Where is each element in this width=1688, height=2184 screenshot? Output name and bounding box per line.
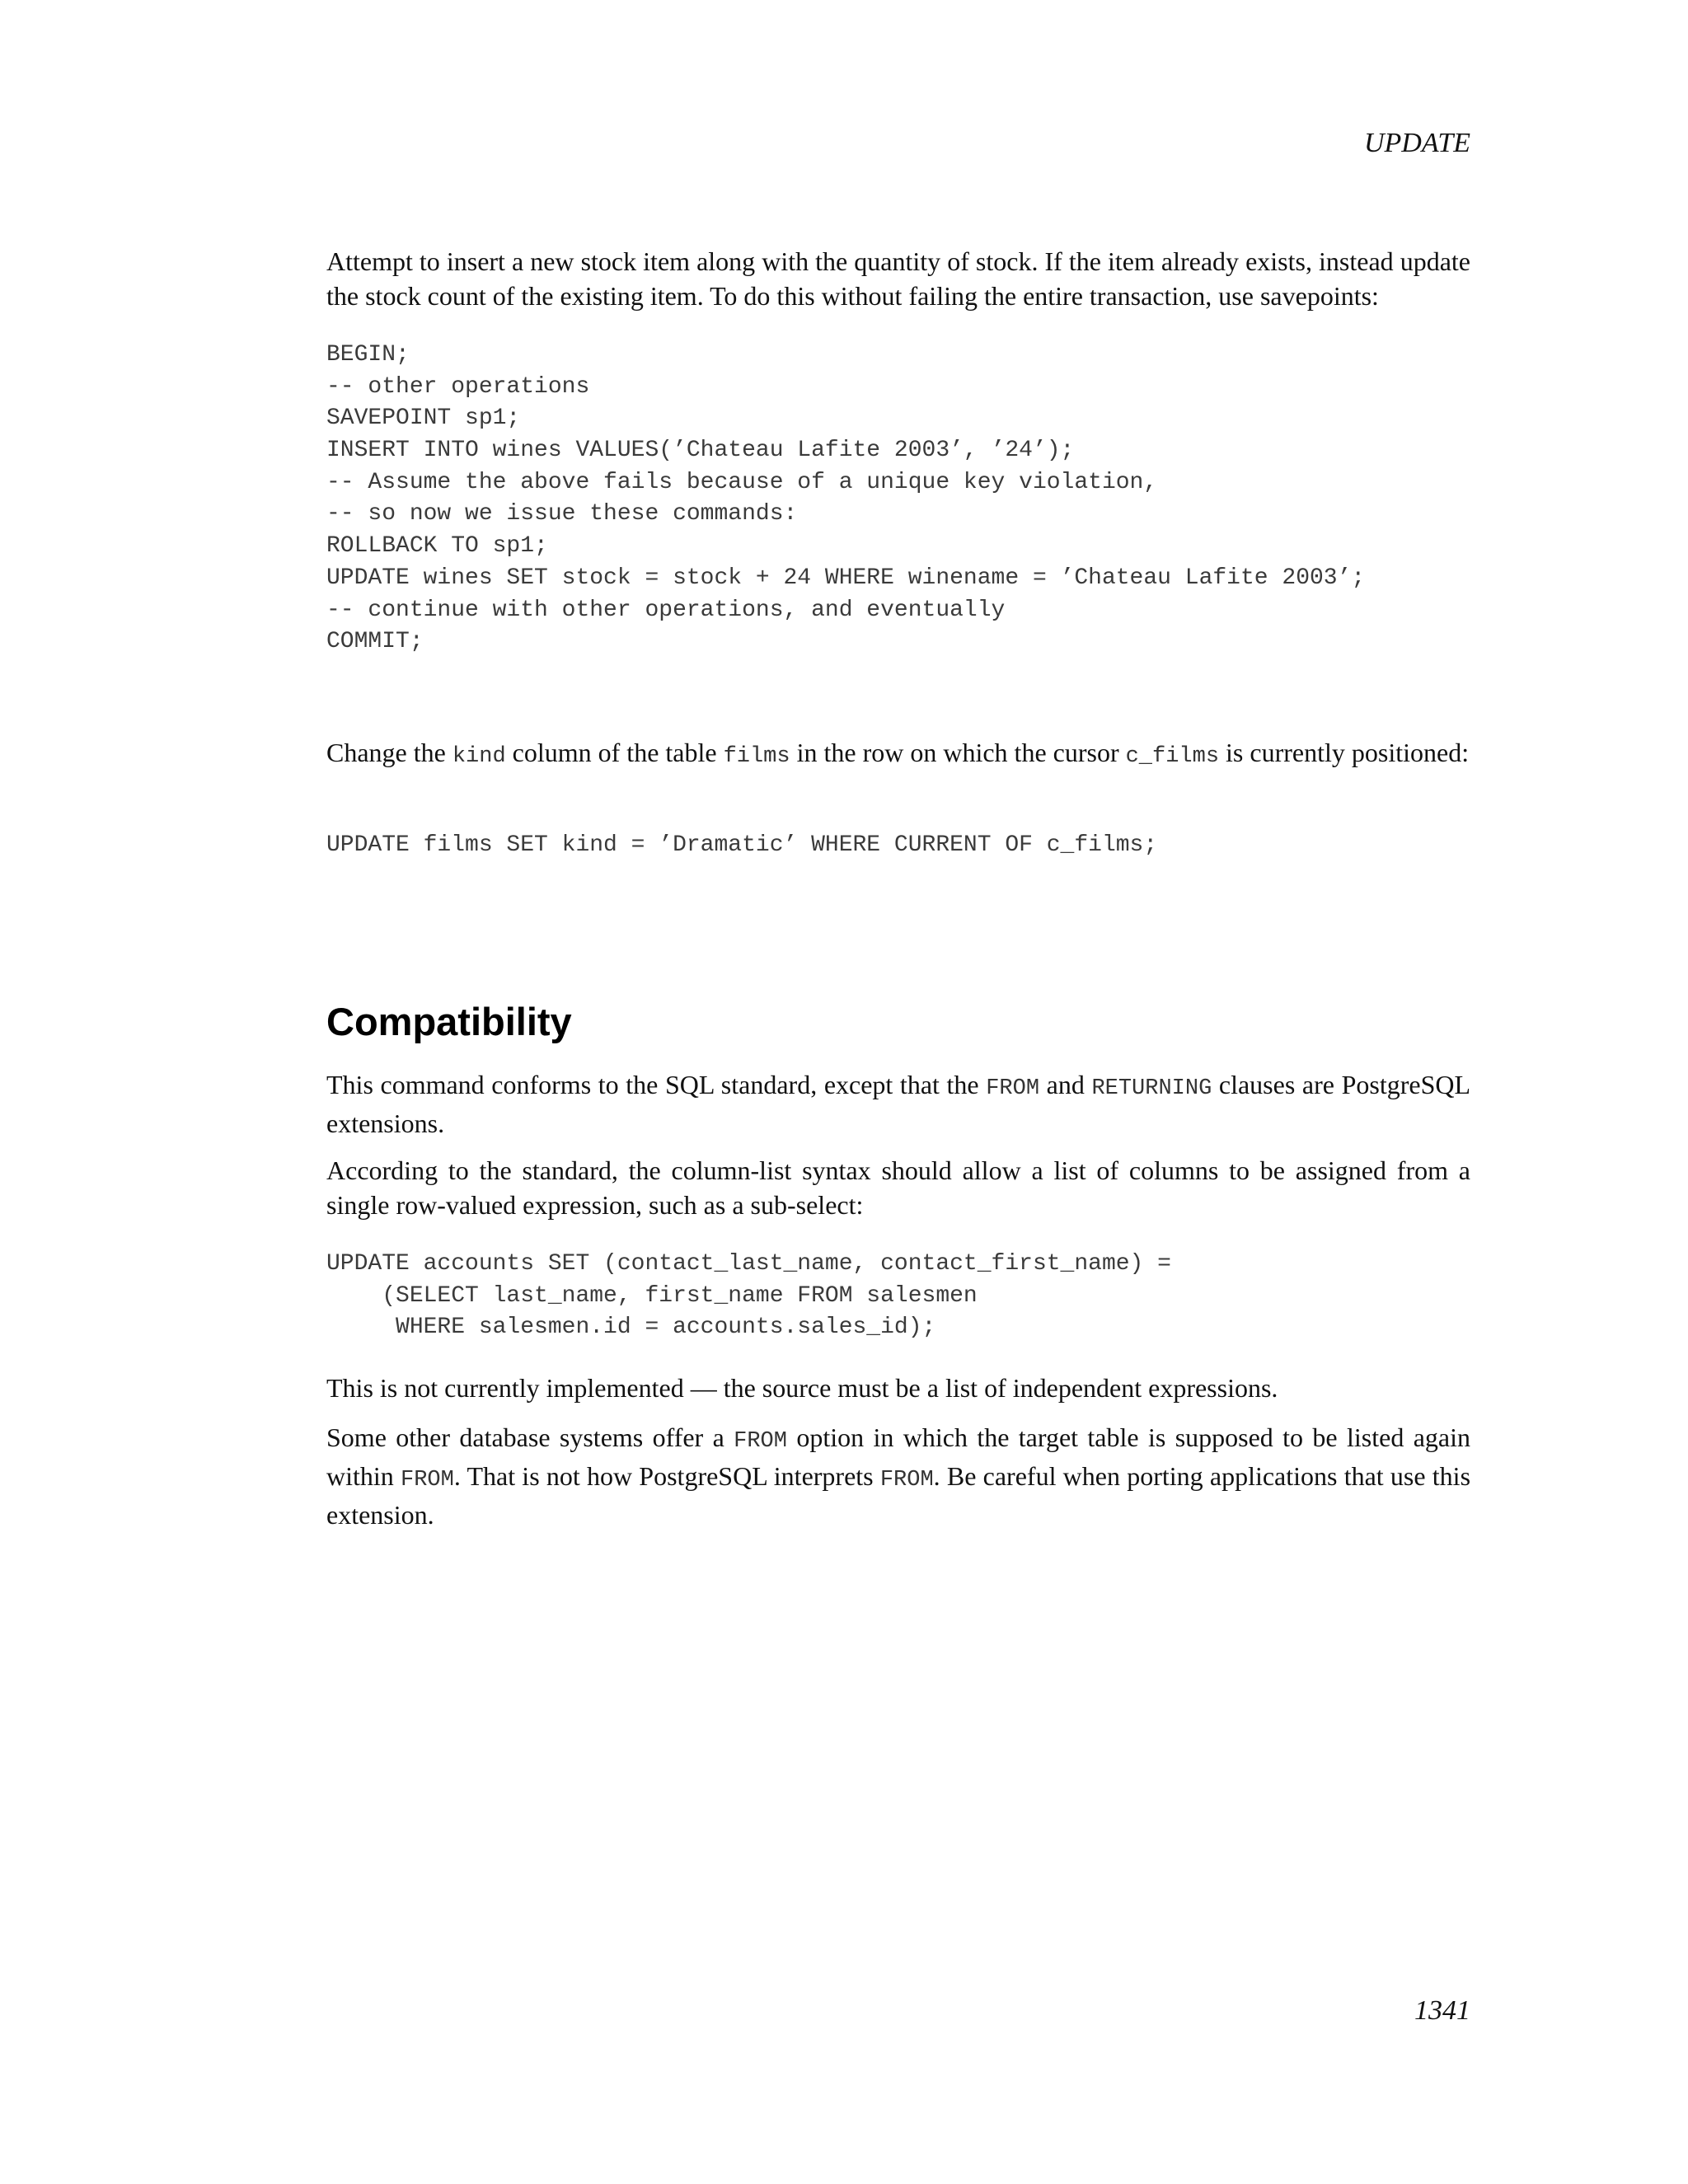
cursor-intro-text: is currently positioned: [1219,738,1470,767]
compatibility-paragraph-2: According to the standard, the column-list syntax should allow a list of columns to be assigned from a single row-valued expression, such as a sub-select: [326,1155,1470,1220]
paragraph-text: . Be careful when porting applications that use this extension. [326,1461,1471,1530]
code-line: -- continue with other operations, and eventually [326,597,1006,623]
cursor-code-block [326,830,1563,862]
code-line: WHERE salesmen.id = accounts.sales_id); [326,1315,936,1341]
compatibility-paragraph-3: This is not currently implemented — the source must be a list of independent expressions. [326,1373,1278,1403]
code-line: -- so now we issue these commands: [326,501,798,527]
cursor-intro-text: Change the [326,738,452,767]
paragraph-text: Some other database systems offer a [326,1422,734,1452]
page-number: 1341 [1414,1995,1470,2026]
compatibility-paragraph-1 [326,1067,1470,1141]
paragraph-text: option in which the target table is supposed to be listed again within [326,1422,1471,1491]
code-line: INSERT INTO wines VALUES(’Chateau Lafite 2003’, ’24’); [326,438,1075,464]
code-line: UPDATE accounts SET (contact_last_name, contact_first_name) = [326,1251,1171,1277]
inline-code-from: FROM [879,1468,934,1493]
code-line: (SELECT last_name, first_name FROM salesmen [326,1282,978,1309]
cursor-intro-text: in the row on which the cursor [790,738,1126,767]
inline-code-from: FROM [986,1076,1040,1101]
inline-code-returning: RETURNING [1091,1076,1212,1101]
paragraph-text: . That is not how PostgreSQL interprets [453,1461,880,1491]
cursor-intro [326,735,1470,774]
code-line: BEGIN; [326,342,410,368]
inline-code-from: FROM [734,1429,787,1454]
savepoints-intro: Attempt to insert a new stock item along with the quantity of stock. If the item already exists, instead update the stock count of the existing item. To do this without failing the entire transaction, use savepoints: [326,246,1470,311]
code-line: UPDATE films SET kind = ’Dramatic’ WHERE CURRENT OF c_films; [326,832,1158,858]
cursor-intro-text: column of the table [505,738,724,767]
paragraph-text: and [1039,1070,1092,1099]
inline-code-films: films [723,744,790,769]
compatibility-paragraph-4 [326,1420,1470,1532]
code-line: -- Assume the above fails because of a unique key violation, [326,469,1158,495]
code-line: UPDATE wines SET stock = stock + 24 WHERE winename = ’Chateau Lafite 2003’; [326,565,1366,591]
inline-code-kind: kind [452,744,506,769]
paragraph-text: This command conforms to the SQL standard, except that the [326,1070,987,1099]
code-line: SAVEPOINT sp1; [326,405,521,432]
paragraph-text: clauses are PostgreSQL extensions. [326,1070,1471,1138]
section-heading-compatibility: Compatibility [326,1000,572,1043]
code-line: -- other operations [326,373,590,400]
code-line: COMMIT; [326,629,424,655]
inline-code-from: FROM [401,1468,454,1493]
savepoints-code-block [326,340,1563,658]
running-header: UPDATE [1363,128,1470,158]
code-line: ROLLBACK TO sp1; [326,533,548,560]
inline-code-c-films: c_films [1125,744,1220,769]
compatibility-code-block [326,1249,1563,1344]
